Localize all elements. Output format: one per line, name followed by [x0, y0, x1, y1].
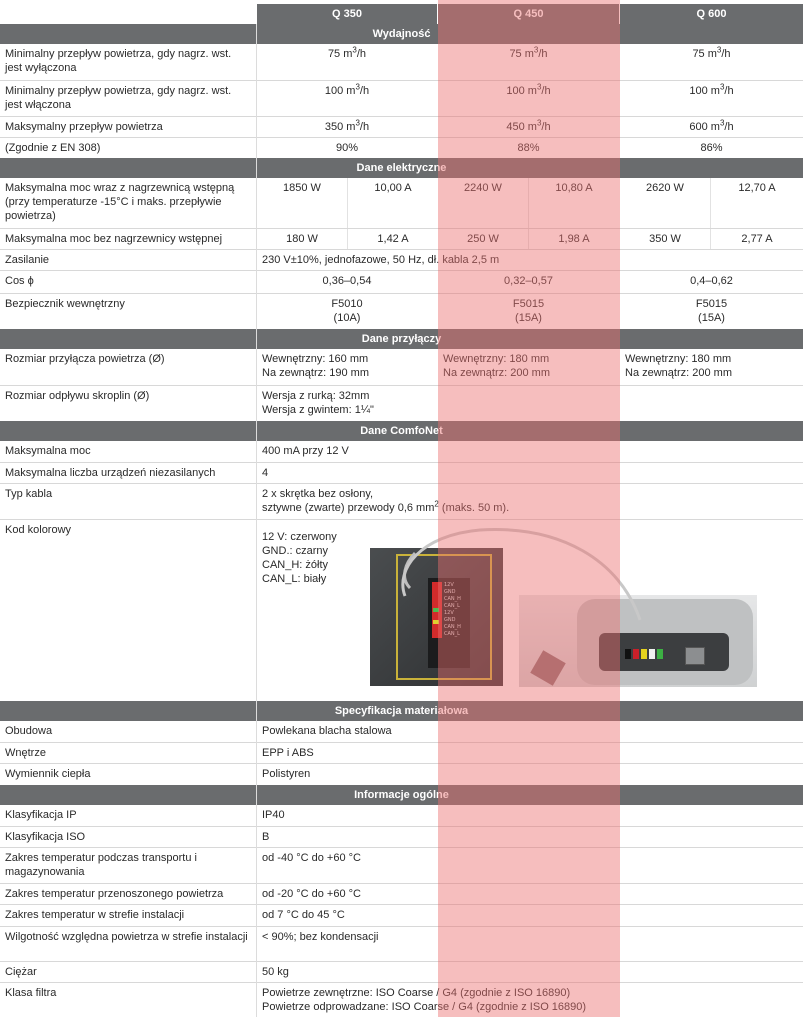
row-label: Zakres temperatur w strefie instalacji: [5, 909, 185, 921]
value-cell: 10,80 A: [555, 182, 593, 194]
column-header-q350: Q 350: [257, 4, 437, 24]
value-cell: 75 $m^3/h$: [692, 45, 731, 60]
value-cell: 1,42 A: [377, 233, 409, 245]
value-cell: 88%: [517, 142, 540, 154]
value-cell: 90%: [335, 142, 359, 154]
value-cell: 2 x skrętka bez osłony, sztywne (zwarte) przewody 0,6 $mm^2$ (maks. 50 m).: [262, 488, 510, 514]
row-label: Wymiennik ciepła: [5, 768, 91, 780]
row-label: Zakres temperatur przenoszonego powietrza: [5, 888, 224, 900]
value-cell: 250 W: [467, 233, 499, 245]
row-label: Maksymalna moc wraz z nagrzewnicą wstępną (przy temperaturze -15°C i maks. przepływie powietrza): [5, 182, 235, 222]
table-row: [0, 927, 803, 961]
table-row: [0, 721, 803, 742]
row-label: Zasilanie: [5, 254, 50, 266]
section-header-ogolne: Informacje ogólne: [0, 785, 803, 805]
row-label: Klasyfikacja IP: [5, 809, 77, 821]
row-label: Bezpiecznik wewnętrzny: [5, 298, 125, 310]
value-cell: od -20 °C do +60 °C: [262, 888, 361, 900]
section-header-elektryczne: Dane elektryczne: [0, 158, 803, 178]
value-cell: 2620 W: [646, 182, 684, 194]
value-cell: 100 $m^3/h$: [506, 82, 551, 97]
table-row: [0, 81, 803, 116]
column-header-q450: Q 450: [438, 4, 619, 24]
column-header-q600: Q 600: [620, 4, 803, 24]
table-row: [0, 484, 803, 519]
value-cell: 350 $m^3/h$: [324, 118, 370, 133]
value-cell: Wewnętrzny: 180 mm Na zewnątrz: 200 mm: [443, 353, 550, 379]
table-row: [0, 138, 803, 158]
row-label: Minimalny przepływ powietrza, gdy nagrz. wst. jest wyłączona: [5, 48, 232, 74]
value-cell: 2,77 A: [741, 233, 773, 245]
value-cell: 0,36–0,54: [322, 275, 372, 287]
value-cell: 86%: [700, 142, 723, 154]
table-row: [0, 271, 803, 293]
table-row: [0, 884, 803, 904]
row-label: Cos ϕ: [5, 275, 34, 287]
row-label: Minimalny przepływ powietrza, gdy nagrz. wst. jest włączona: [5, 85, 232, 111]
table-row: [0, 117, 803, 137]
table-row: [0, 463, 803, 483]
section-header-wydajnosc: Wydajność: [0, 24, 803, 44]
value-cell: Powlekana blacha stalowa: [262, 725, 392, 737]
value-cell: od 7 °C do 45 °C: [262, 909, 345, 921]
table-row: [0, 743, 803, 763]
value-cell: 180 W: [286, 233, 318, 245]
table-row: [0, 764, 803, 785]
row-label: Klasyfikacja ISO: [5, 831, 86, 843]
row-label: Rozmiar przyłącza powietrza (Ø): [5, 353, 165, 365]
value-cell: 0,32–0,57: [504, 275, 553, 287]
value-cell: 450 $m^3/h$: [506, 118, 551, 133]
value-cell: 100 $m^3/h$: [324, 82, 370, 97]
row-label: Zakres temperatur podczas transportu i magazynowania: [5, 852, 197, 878]
value-cell: B: [262, 831, 270, 843]
row-label: Maksymalny przepływ powietrza: [5, 121, 163, 133]
row-label: Kod kolorowy: [5, 524, 72, 536]
value-cell: od -40 °C do +60 °C: [262, 852, 361, 864]
value-cell: 4: [262, 467, 269, 479]
value-cell: F5015 (15A): [695, 298, 728, 324]
section-header-materialy: Specyfikacja materiałowa: [0, 701, 803, 721]
value-cell: 75 $m^3/h$: [509, 45, 548, 60]
value-cell: 50 kg: [262, 966, 289, 978]
row-label: Rozmiar odpływu skroplin (Ø): [5, 390, 150, 402]
value-cell: 1,98 A: [558, 233, 590, 245]
value-cell: 100 $m^3/h$: [689, 82, 734, 97]
row-label: Typ kabla: [5, 488, 53, 500]
table-row: [0, 44, 803, 80]
table-row: [0, 827, 803, 847]
value-cell: 600 $m^3/h$: [689, 118, 734, 133]
value-cell: 75 $m^3/h$: [327, 45, 367, 60]
row-label: Wnętrze: [5, 747, 46, 759]
color-code-list: 12 V: czerwony GND.: czarny CAN_H: żółty CAN_L: biały: [262, 531, 337, 585]
table-row: [0, 962, 803, 982]
value-cell: F5010 (10A): [331, 298, 363, 324]
row-label: Obudowa: [5, 725, 53, 737]
table-row: [0, 250, 803, 270]
value-cell: Wewnętrzny: 160 mm Na zewnątrz: 190 mm: [262, 353, 369, 379]
table-row: [0, 905, 803, 926]
row-label: Maksymalna moc: [5, 445, 91, 457]
value-cell: 1850 W: [283, 182, 321, 194]
value-cell: IP40: [262, 809, 285, 821]
value-cell: Wewnętrzny: 180 mm Na zewnątrz: 200 mm: [625, 353, 732, 379]
value-cell: < 90%; bez kondensacji: [262, 931, 379, 943]
value-cell: Polistyren: [262, 768, 311, 780]
table-row: [0, 229, 803, 249]
connector-board-image: 12V GND CAN_H CAN_L 12V GND CAN_H CAN_L: [370, 548, 503, 686]
value-cell: Powietrze zewnętrzne: ISO Coarse / G4 (zgodnie z ISO 16890) Powietrze odprowadzane: ISO Coarse / G4 (zgodnie z ISO 16890): [262, 987, 587, 1013]
row-label: Wilgotność względna powietrza w strefie instalacji: [5, 931, 248, 943]
value-cell: 10,00 A: [374, 182, 412, 194]
row-label: Ciężar: [5, 966, 37, 978]
row-label: Maksymalna liczba urządzeń niezasilanych: [5, 467, 216, 479]
row-label: Klasa filtra: [5, 987, 57, 999]
value-cell: EPP i ABS: [262, 747, 314, 759]
table-row: [0, 983, 803, 1017]
value-cell: 230 V±10%, jednofazowe, 50 Hz, dł. kabla 2,5 m: [262, 254, 500, 266]
value-cell: 2240 W: [464, 182, 502, 194]
table-row: [0, 294, 803, 329]
value-cell: 350 W: [649, 233, 681, 245]
table-row: [0, 441, 803, 462]
table-row: [0, 386, 803, 421]
row-label: (Zgodnie z EN 308): [5, 142, 101, 154]
section-header-przylacza: Dane przyłączy: [0, 329, 803, 349]
value-cell: 0,4–0,62: [690, 275, 733, 287]
connector-housing-image: [519, 595, 757, 687]
value-cell: F5015 (15A): [512, 298, 545, 324]
row-label: Maksymalna moc bez nagrzewnicy wstępnej: [5, 233, 223, 245]
section-header-comfonet: Dane ComfoNet: [0, 421, 803, 441]
table-row: [0, 805, 803, 826]
value-cell: 400 mA przy 12 V: [262, 445, 349, 457]
table-row: [0, 178, 803, 228]
value-cell: 12,70 A: [738, 182, 776, 194]
table-row: [0, 848, 803, 883]
value-cell: Wersja z rurką: 32mm Wersja z gwintem: 1¼": [262, 390, 374, 416]
table-row: [0, 349, 803, 385]
